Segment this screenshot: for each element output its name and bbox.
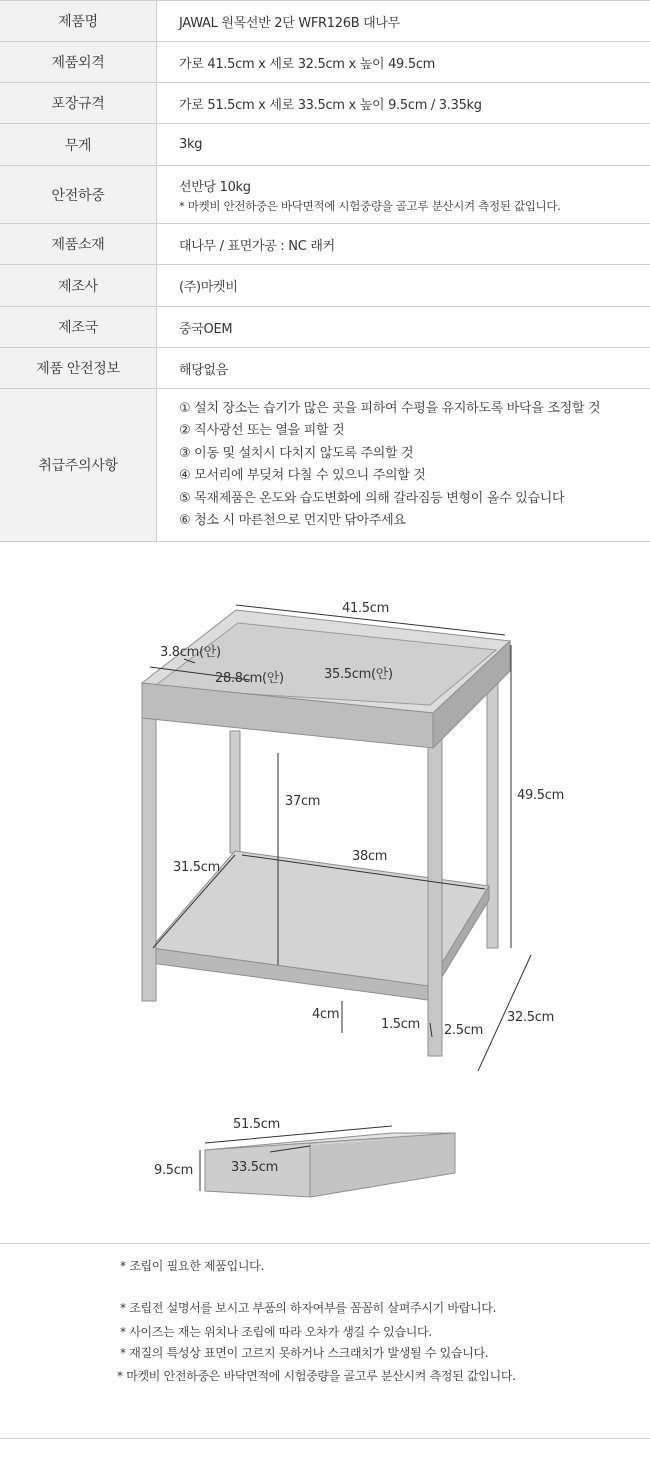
spec-label: 무게 (0, 124, 157, 166)
front-right-leg (428, 718, 442, 1056)
spec-row-name (0, 1, 650, 42)
dim-height: 49.5cm (517, 788, 564, 803)
spec-value: JAWAL 원목선반 2단 WFR126B 대나무 (157, 1, 650, 42)
dim-inner-width: 35.5cm(안) (324, 667, 393, 682)
caution-item: ⑥ 청소 시 마른천으로 먼지만 닦아주세요 (179, 513, 406, 528)
caution-item: ③ 이동 및 설치시 다치지 않도록 주의할 것 (179, 445, 414, 461)
spec-value: (주)마켓비 (157, 265, 650, 307)
spec-row-maker (0, 265, 650, 307)
dim-width: 41.5cm (342, 601, 389, 616)
notice-line: * 재질의 특성상 표면이 고르지 못하거나 스크래치가 발생될 수 있습니다. (120, 1346, 489, 1360)
notice-line: * 사이즈는 재는 위치나 조립에 따라 오차가 생길 수 있습니다. (120, 1325, 432, 1339)
dim-foot: 4cm (312, 1007, 340, 1022)
spec-value: 대나무 / 표면가공 : NC 래커 (157, 224, 650, 265)
spec-row-material (0, 224, 650, 265)
dimension-diagram (0, 543, 650, 1244)
spec-label: 안전하중 (0, 166, 157, 224)
spec-note: * 마켓비 안전하중은 바닥면적에 시험중량을 골고루 분산시켜 측정된 값입니다. (179, 198, 561, 213)
spec-label: 취급주의사항 (0, 389, 157, 542)
caution-item: ② 직사광선 또는 열을 피할 것 (179, 423, 345, 438)
notice-line: * 조립이 필요한 제품입니다. (120, 1259, 264, 1273)
spec-value: 3kg (157, 124, 650, 166)
spec-row-caution (0, 389, 650, 542)
divider (0, 1438, 650, 1439)
spec-label: 제품소재 (0, 224, 157, 265)
spec-value-cell (157, 166, 650, 224)
spec-label: 포장규격 (0, 83, 157, 124)
spec-label: 제품 안전정보 (0, 348, 157, 389)
dim-leg-front: 1.5cm (381, 1017, 420, 1032)
dim-leg-side: 2.5cm (444, 1023, 483, 1038)
spec-label: 제품외격 (0, 42, 157, 83)
dim-depth: 32.5cm (507, 1010, 554, 1025)
spec-table (0, 0, 650, 542)
notice-line: * 마켓비 안전하중은 바닥면적에 시험중량을 골고루 분산시켜 측정된 값입니다. (117, 1369, 516, 1383)
spec-row-safety (0, 348, 650, 389)
front-left-leg (142, 683, 156, 1001)
notice-section (0, 1244, 650, 1438)
spec-row-origin (0, 307, 650, 348)
spec-value: 중국OEM (157, 307, 650, 348)
spec-value: 가로 51.5cm x 세로 33.5cm x 높이 9.5cm / 3.35kg (157, 83, 650, 124)
dim-lower-width: 38cm (352, 849, 388, 864)
caution-item: ④ 모서리에 부딪쳐 다칠 수 있으니 주의할 것 (179, 468, 426, 483)
back-left-leg (230, 731, 240, 853)
spec-label: 제조국 (0, 307, 157, 348)
spec-row-dimensions (0, 42, 650, 83)
dim-box-height: 9.5cm (154, 1163, 193, 1178)
spec-row-load (0, 166, 650, 224)
notice-line: * 조립전 설명서를 보시고 부품의 하자여부를 꼼꼼히 살펴주시기 바랍니다. (120, 1301, 497, 1315)
spec-row-weight (0, 124, 650, 166)
dim-box-width: 51.5cm (233, 1117, 280, 1132)
spec-label: 제품명 (0, 1, 157, 42)
shelf-illustration (0, 543, 650, 1243)
dim-lower-depth: 31.5cm (173, 860, 220, 875)
spec-row-packaging (0, 83, 650, 124)
spec-value: 해당없음 (157, 348, 650, 389)
dim-box-depth: 33.5cm (231, 1160, 278, 1175)
dim-shelf-gap: 37cm (285, 794, 321, 809)
spec-value: 가로 41.5cm x 세로 32.5cm x 높이 49.5cm (157, 42, 650, 83)
caution-item: ① 설치 장소는 습기가 많은 곳을 피하여 수평을 유지하도록 바닥을 조정할 것 (179, 400, 601, 416)
spec-value: 선반당 10kg (179, 179, 251, 195)
dim-tray-depth: 3.8cm(안) (160, 645, 221, 660)
caution-item: ⑤ 목재제품은 온도와 습도변화에 의해 갈라짐등 변형이 올수 있습니다 (179, 490, 565, 506)
spec-label: 제조사 (0, 265, 157, 307)
caution-list (157, 389, 650, 542)
box-side (310, 1133, 455, 1197)
dim-inner-depth: 28.8cm(안) (215, 671, 284, 686)
